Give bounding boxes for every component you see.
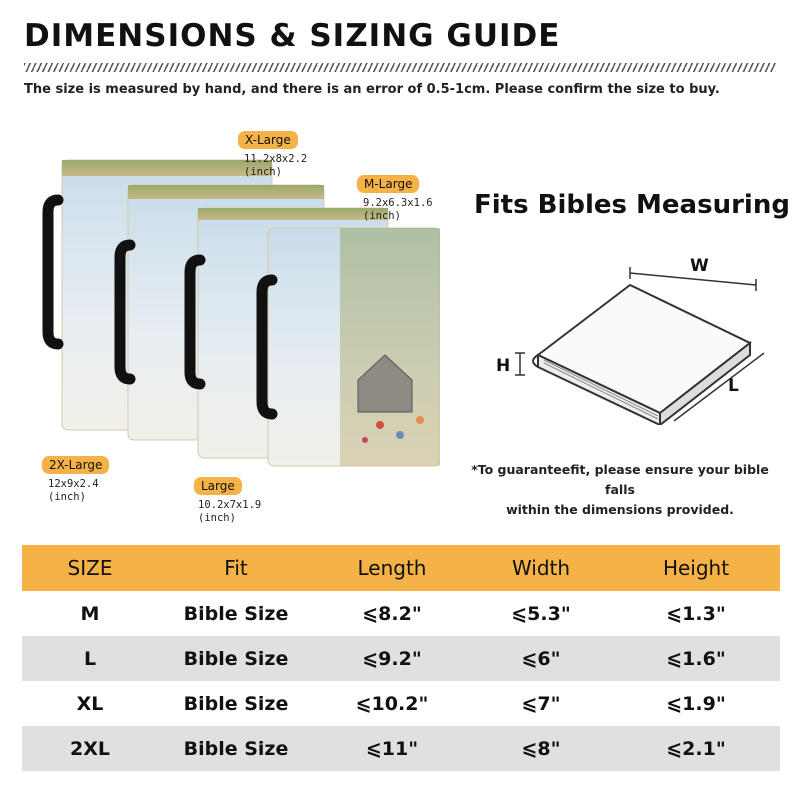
cell-fit: Bible Size	[183, 692, 289, 715]
note-line-2: within the dimensions provided.	[506, 502, 734, 517]
cell-width: ⩽8"	[521, 737, 561, 760]
cell-length: ⩽9.2"	[362, 647, 422, 670]
cell-fit: Bible Size	[183, 602, 289, 625]
cell-length: ⩽10.2"	[355, 692, 429, 715]
cell-width: ⩽5.3"	[511, 602, 571, 625]
size-dims-2x-large	[48, 478, 99, 504]
unit-text: (inch)	[198, 512, 236, 524]
header-length: Length	[357, 556, 427, 580]
table-row	[22, 726, 780, 771]
cover-large	[262, 228, 440, 466]
cell-height: ⩽2.1"	[666, 737, 726, 760]
cell-height: ⩽1.3"	[666, 602, 726, 625]
header-height: Height	[662, 556, 730, 580]
cell-width: ⩽6"	[521, 647, 561, 670]
dims-text: 9.2x6.3x1.6	[363, 197, 433, 209]
header-fit: Fit	[224, 556, 248, 580]
cell-size: L	[83, 647, 97, 670]
unit-text: (inch)	[363, 210, 401, 222]
dims-text: 10.2x7x1.9	[198, 499, 262, 511]
cell-fit: Bible Size	[183, 737, 289, 760]
table-row	[22, 636, 780, 681]
cell-size: XL	[76, 692, 104, 715]
fits-heading: Fits Bibles Measuring	[474, 190, 790, 220]
cell-length: ⩽8.2"	[362, 602, 422, 625]
table-row	[22, 681, 780, 726]
book-diagram-icon	[488, 245, 778, 425]
w-label: W	[690, 256, 709, 276]
size-dims-x-large	[244, 153, 307, 179]
header-size: SIZE	[67, 556, 113, 580]
cell-width: ⩽7"	[521, 692, 561, 715]
cell-size: 2XL	[70, 737, 110, 760]
cell-fit: Bible Size	[183, 647, 289, 670]
unit-text: (inch)	[244, 166, 282, 178]
note-line-1: *To guaranteefit, please ensure your bible falls	[471, 462, 769, 497]
page-title: DIMENSIONS & SIZING GUIDE	[24, 18, 561, 54]
size-dims-m-large	[363, 197, 433, 223]
h-label: H	[496, 356, 511, 376]
hatched-divider	[24, 63, 776, 72]
header-width: Width	[511, 556, 571, 580]
dims-text: 12x9x2.4	[48, 478, 99, 490]
dims-text: 11.2x8x2.2	[244, 153, 308, 165]
size-tag-x-large: X-Large	[238, 131, 298, 149]
fit-guarantee-note	[455, 460, 785, 520]
cell-length: ⩽11"	[365, 737, 419, 760]
measurement-note: The size is measured by hand, and there is an error of 0.5-1cm. Please confirm the size to buy.	[24, 82, 720, 97]
size-tag-m-large: M-Large	[357, 175, 419, 193]
cell-size: M	[80, 602, 100, 625]
table-header-row	[22, 545, 780, 591]
size-tag-large: Large	[194, 477, 242, 495]
l-label: L	[728, 376, 739, 396]
table-row	[22, 591, 780, 636]
size-table	[22, 545, 780, 771]
unit-text: (inch)	[48, 491, 86, 503]
cell-height: ⩽1.9"	[666, 692, 726, 715]
size-dims-large	[198, 499, 261, 525]
cell-height: ⩽1.6"	[666, 647, 726, 670]
size-tag-2x-large: 2X-Large	[42, 456, 109, 474]
